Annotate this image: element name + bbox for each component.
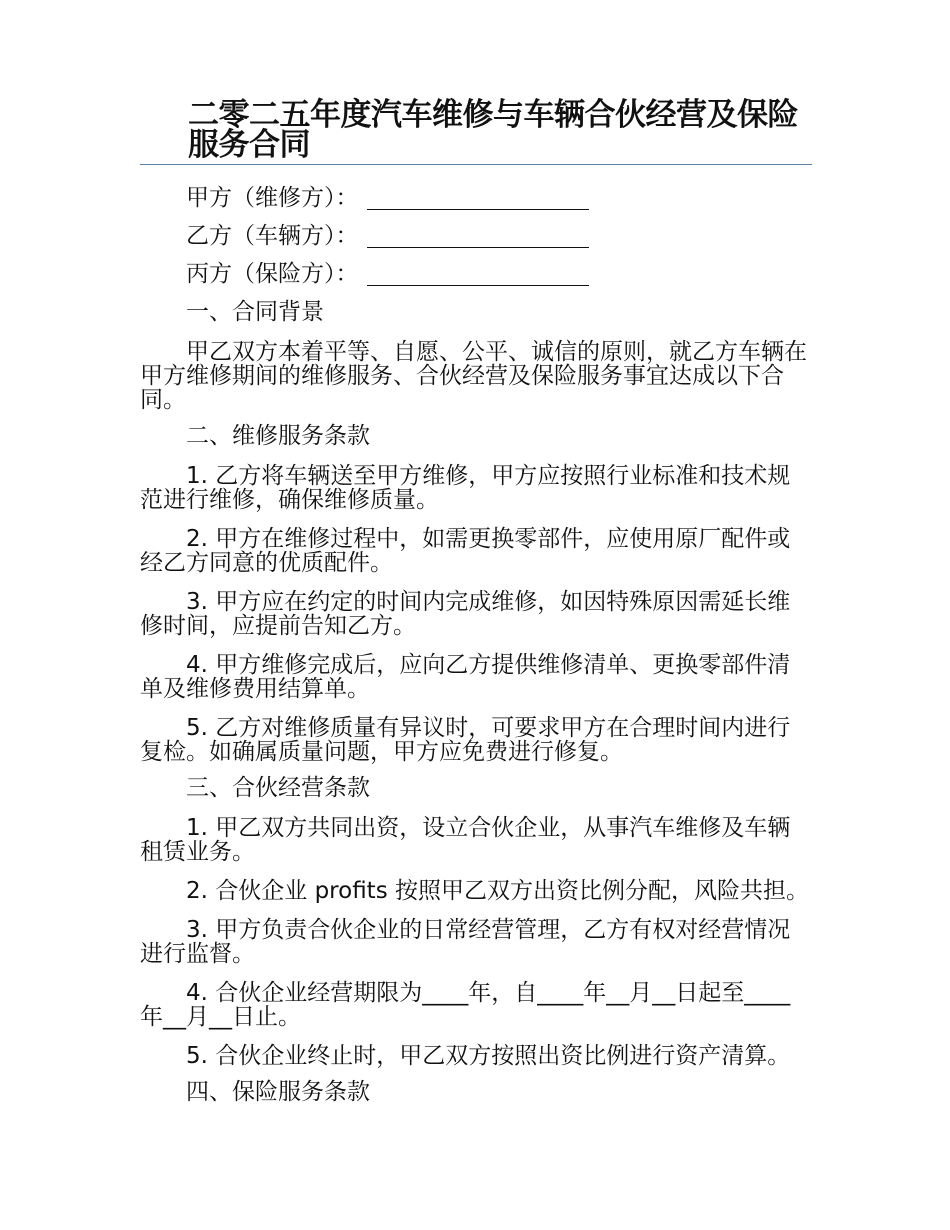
background-paragraph: 甲乙双方本着平等、自愿、公平、诚信的原则，就乙方车辆在甲方维修期间的维修服务、合伙经营及保险服务事宜达成以下合同。 — [140, 339, 807, 413]
document-page — [140, 97, 812, 1110]
partnership-clause-3: 3. 甲方负责合伙企业的日常经营管理，乙方有权对经营情况进行监督。 — [140, 917, 791, 967]
party-a-line — [140, 179, 812, 217]
party-a-blank — [367, 187, 589, 210]
party-b-line — [140, 217, 812, 255]
repair-clause-4: 4. 甲方维修完成后，应向乙方提供维修清单、更换零部件清单及维修费用结算单。 — [140, 652, 791, 702]
partnership-clause-5: 5. 合伙企业终止时，甲乙双方按照出资比例进行资产清算。 — [186, 1043, 791, 1069]
document-title: 二零二五年度汽车维修与车辆合伙经营及保险服务合同 — [188, 97, 798, 163]
party-c-label: 丙方（保险方）： — [186, 261, 359, 287]
section-heading-background: 一、合同背景 — [186, 299, 324, 325]
repair-clause-2: 2. 甲方在维修过程中，如需更换零部件，应使用原厂配件或经乙方同意的优质配件。 — [140, 526, 791, 576]
party-c-line — [140, 255, 812, 293]
section-heading-partnership: 三、合伙经营条款 — [186, 775, 370, 801]
document-body — [140, 179, 812, 1110]
partnership-clause-2: 2. 合伙企业 profits 按照甲乙双方出资比例分配，风险共担。 — [186, 878, 809, 904]
party-b-blank — [367, 225, 589, 248]
repair-clause-1: 1. 乙方将车辆送至甲方维修，甲方应按照行业标准和技术规范进行维修，确保维修质量。 — [140, 463, 791, 513]
section-heading-insurance: 四、保险服务条款 — [186, 1079, 370, 1105]
repair-clause-5: 5. 乙方对维修质量有异议时，可要求甲方在合理时间内进行复检。如确属质量问题，甲方应免费进行修复。 — [140, 715, 791, 765]
partnership-clause-1: 1. 甲乙双方共同出资，设立合伙企业，从事汽车维修及车辆租赁业务。 — [140, 815, 791, 865]
partnership-clause-4: 4. 合伙企业经营期限为____年，自____年__月__日起至____年__月__日止。 — [140, 980, 791, 1030]
title-divider — [140, 164, 812, 165]
party-c-blank — [367, 263, 589, 286]
section-heading-repair: 二、维修服务条款 — [186, 423, 370, 449]
repair-clause-3: 3. 甲方应在约定的时间内完成维修，如因特殊原因需延长维修时间，应提前告知乙方。 — [140, 589, 791, 639]
party-b-label: 乙方（车辆方）： — [186, 223, 359, 249]
party-a-label: 甲方（维修方）： — [186, 185, 359, 211]
